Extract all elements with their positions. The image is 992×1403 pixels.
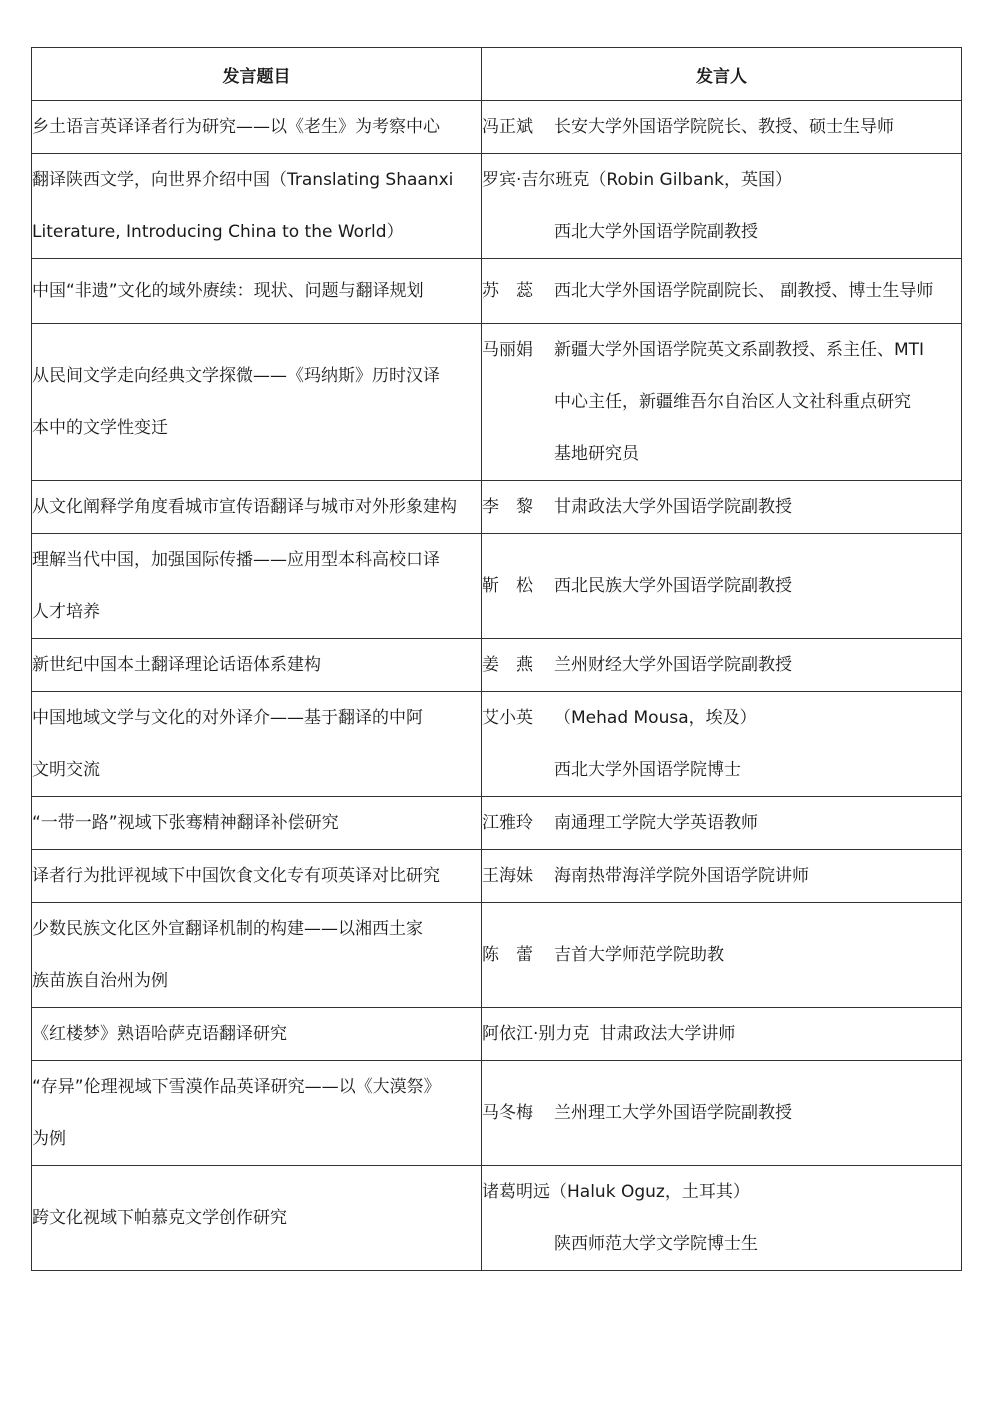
table-row xyxy=(32,534,962,639)
topic-cell xyxy=(32,1166,482,1271)
topic-cell xyxy=(32,154,482,259)
speaker-cell xyxy=(482,481,962,534)
topic-cell xyxy=(32,797,482,850)
topic-line: 理解当代中国，加强国际传播——应用型本科高校口译 xyxy=(32,550,440,570)
speaker-affiliation: 陕西师范大学文学院博士生 xyxy=(554,1234,758,1254)
speaker-cell xyxy=(482,1166,962,1271)
topic-cell xyxy=(32,903,482,1008)
topic-line: 少数民族文化区外宣翻译机制的构建——以湘西土家 xyxy=(32,919,423,939)
topic-cell xyxy=(32,101,482,154)
topic-line: “存异”伦理视域下雪漠作品英译研究——以《大漠祭》 xyxy=(32,1077,441,1097)
table-row xyxy=(32,1166,962,1271)
topic-line: 人才培养 xyxy=(32,602,100,622)
speaker-cell xyxy=(482,154,962,259)
topic-cell xyxy=(32,324,482,481)
topic-line: 《红楼梦》熟语哈萨克语翻译研究 xyxy=(32,1024,287,1044)
speaker-affiliation: 吉首大学师范学院助教 xyxy=(554,945,724,965)
speaker-affiliation: 西北大学外国语学院副教授 xyxy=(554,222,758,242)
speaker-cell xyxy=(482,850,962,903)
speaker-affiliation: 西北大学外国语学院博士 xyxy=(554,760,741,780)
speaker-name: 冯正斌 xyxy=(482,117,533,137)
topic-line: 本中的文学性变迁 xyxy=(32,418,168,438)
speaker-name: 阿依江·别力克 xyxy=(482,1024,590,1044)
speaker-cell xyxy=(482,324,962,481)
topic-cell xyxy=(32,1008,482,1061)
speaker-cell xyxy=(482,534,962,639)
speaker-cell xyxy=(482,903,962,1008)
topic-cell xyxy=(32,692,482,797)
speaker-name: 艾小英 xyxy=(482,708,533,728)
header-speaker: 发言人 xyxy=(482,48,962,101)
topic-line: 为例 xyxy=(32,1129,66,1149)
speaker-affiliation: 新疆大学外国语学院英文系副教授、系主任、MTI xyxy=(554,340,925,360)
speaker-cell xyxy=(482,259,962,324)
topic-line: “一带一路”视域下张骞精神翻译补偿研究 xyxy=(32,813,339,833)
table-row xyxy=(32,1008,962,1061)
speaker-name: 诸葛明远（Haluk Oguz，土耳其） xyxy=(482,1182,750,1202)
table-row xyxy=(32,101,962,154)
table-row xyxy=(32,797,962,850)
speaker-name: 姜 燕 xyxy=(482,655,533,675)
table-row xyxy=(32,850,962,903)
topic-cell xyxy=(32,639,482,692)
speaker-schedule-table xyxy=(31,47,962,1271)
speaker-cell xyxy=(482,1008,962,1061)
topic-cell xyxy=(32,850,482,903)
topic-line: 乡土语言英译译者行为研究——以《老生》为考察中心 xyxy=(32,117,440,137)
speaker-cell xyxy=(482,692,962,797)
speaker-name: 靳 松 xyxy=(482,576,533,596)
table-row xyxy=(32,1061,962,1166)
topic-line: 族苗族自治州为例 xyxy=(32,971,168,991)
topic-line: 跨文化视域下帕慕克文学创作研究 xyxy=(32,1208,287,1228)
speaker-affiliation: 兰州财经大学外国语学院副教授 xyxy=(554,655,792,675)
speaker-affiliation: 长安大学外国语学院院长、教授、硕士生导师 xyxy=(554,117,894,137)
speaker-name: 苏 蕊 xyxy=(482,281,533,301)
speaker-affiliation: 基地研究员 xyxy=(554,444,639,464)
speaker-affiliation: （Mehad Mousa，埃及） xyxy=(554,708,757,728)
header-topic: 发言题目 xyxy=(32,48,482,101)
table-row xyxy=(32,324,962,481)
topic-line: 中国“非遗”文化的域外赓续：现状、问题与翻译规划 xyxy=(32,281,424,301)
topic-line: Literature, Introducing China to the World） xyxy=(32,222,404,242)
table-row xyxy=(32,639,962,692)
speaker-cell xyxy=(482,101,962,154)
topic-line: 新世纪中国本土翻译理论话语体系建构 xyxy=(32,655,321,675)
speaker-affiliation: 西北大学外国语学院副院长、 副教授、博士生导师 xyxy=(554,281,934,301)
speaker-affiliation: 甘肃政法大学外国语学院副教授 xyxy=(554,497,792,517)
table-row xyxy=(32,903,962,1008)
topic-cell xyxy=(32,481,482,534)
table-row xyxy=(32,154,962,259)
speaker-affiliation: 南通理工学院大学英语教师 xyxy=(554,813,758,833)
speaker-name: 罗宾·吉尔班克（Robin Gilbank，英国） xyxy=(482,170,792,190)
table-row xyxy=(32,692,962,797)
topic-cell xyxy=(32,259,482,324)
speaker-affiliation: 中心主任，新疆维吾尔自治区人文社科重点研究 xyxy=(554,392,911,412)
topic-line: 文明交流 xyxy=(32,760,100,780)
table-row xyxy=(32,481,962,534)
speaker-cell xyxy=(482,639,962,692)
speaker-affiliation: 海南热带海洋学院外国语学院讲师 xyxy=(554,866,809,886)
topic-line: 中国地域文学与文化的对外译介——基于翻译的中阿 xyxy=(32,708,423,728)
speaker-name: 马冬梅 xyxy=(482,1103,533,1123)
topic-cell xyxy=(32,534,482,639)
topic-line: 翻译陕西文学，向世界介绍中国（Translating Shaanxi xyxy=(32,170,454,190)
speaker-name: 陈 蕾 xyxy=(482,945,533,965)
speaker-affiliation: 西北民族大学外国语学院副教授 xyxy=(554,576,792,596)
speaker-name: 李 黎 xyxy=(482,497,533,517)
topic-line: 译者行为批评视域下中国饮食文化专有项英译对比研究 xyxy=(32,866,440,886)
speaker-cell xyxy=(482,1061,962,1166)
table-header-row xyxy=(32,48,962,101)
speaker-name: 江雅玲 xyxy=(482,813,533,833)
speaker-cell xyxy=(482,797,962,850)
speaker-affiliation: 甘肃政法大学讲师 xyxy=(599,1024,736,1044)
speaker-name: 王海妹 xyxy=(482,866,533,886)
topic-line: 从文化阐释学角度看城市宣传语翻译与城市对外形象建构 xyxy=(32,497,457,517)
topic-cell xyxy=(32,1061,482,1166)
topic-line: 从民间文学走向经典文学探微——《玛纳斯》历时汉译 xyxy=(32,366,440,386)
speaker-affiliation: 兰州理工大学外国语学院副教授 xyxy=(554,1103,792,1123)
speaker-name: 马丽娟 xyxy=(482,340,533,360)
table-row xyxy=(32,259,962,324)
